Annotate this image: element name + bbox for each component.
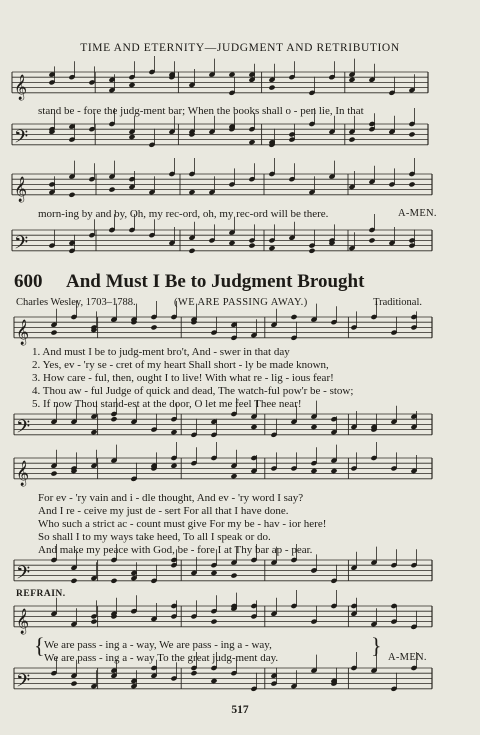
svg-text:𝄢: 𝄢 — [16, 562, 31, 588]
verse-line: And make my peace with God, be - fore I at Thy bar ap - pear. — [38, 544, 313, 556]
verse-line: So shall I to my ways take heed, To all I speak or do. — [38, 531, 271, 543]
svg-text:𝄢: 𝄢 — [16, 670, 31, 696]
verse-line: 1. And must I be to judg-ment bro't, And - swer in that day — [32, 346, 290, 358]
section-header: TIME AND ETERNITY—JUDGMENT AND RETRIBUTION — [80, 42, 400, 54]
svg-text:𝄢: 𝄢 — [14, 232, 29, 258]
refrain-amen: A-MEN. — [388, 652, 427, 663]
verse-line: 5. If now Thou stand-est at the door, O let me feel Thee near! — [32, 398, 302, 410]
top-amen: A-MEN. — [398, 208, 437, 219]
verse-line: For ev - 'ry vain and i - dle thought, And ev - 'ry word I say? — [38, 492, 304, 504]
hymn-title: And Must I Be to Judgment Brought — [66, 271, 365, 292]
verse-line: 3. How care - ful, then, ought I to live! With what re - lig - ious fear! — [32, 372, 334, 384]
verse-line: Who such a strict ac - count must give For my be - hav - ior here! — [38, 518, 327, 530]
refrain-brace-right: } — [371, 633, 382, 658]
svg-text:𝄢: 𝄢 — [14, 126, 29, 152]
page-number: 517 — [231, 704, 249, 716]
hymn-composer: Traditional. — [373, 297, 422, 308]
svg-text:𝄢: 𝄢 — [16, 416, 31, 442]
svg-text:𝄞: 𝄞 — [14, 74, 28, 100]
refrain-label: REFRAIN. — [16, 589, 66, 599]
refrain-line: We are pass - ing a - way To the great judg-ment day. — [44, 652, 279, 664]
svg-text:𝄞: 𝄞 — [16, 608, 30, 634]
top-lyric-line-2: morn-ing by and by, Oh, my rec-ord, oh, my rec-ord will be there. — [38, 208, 329, 220]
verse-line: 4. Thou aw - ful Judge of quick and dead, The watch-ful pow'r be - stow; — [32, 385, 354, 397]
top-lyric-line-1: stand be - fore the judg-ment bar; When the books shall o - pen lie, In that — [38, 105, 364, 117]
hymn-author: Charles Wesley, 1703–1788. — [16, 297, 136, 308]
hymn-number: 600 — [14, 271, 43, 292]
svg-text:𝄞: 𝄞 — [14, 176, 28, 202]
refrain-line: We are pass - ing a - way, We are pass - ing a - way, — [44, 639, 272, 651]
verse-line: 2. Yes, ev - 'ry se - cret of my heart Shall short - ly be made known, — [32, 359, 329, 371]
verse-line: And I re - ceive my just de - sert For all that I have done. — [38, 505, 289, 517]
hymn-tune-name: (WE ARE PASSING AWAY.) — [174, 297, 308, 308]
svg-text:𝄞: 𝄞 — [16, 319, 30, 345]
svg-text:𝄞: 𝄞 — [16, 460, 30, 486]
refrain-brace-left: { — [34, 633, 45, 658]
